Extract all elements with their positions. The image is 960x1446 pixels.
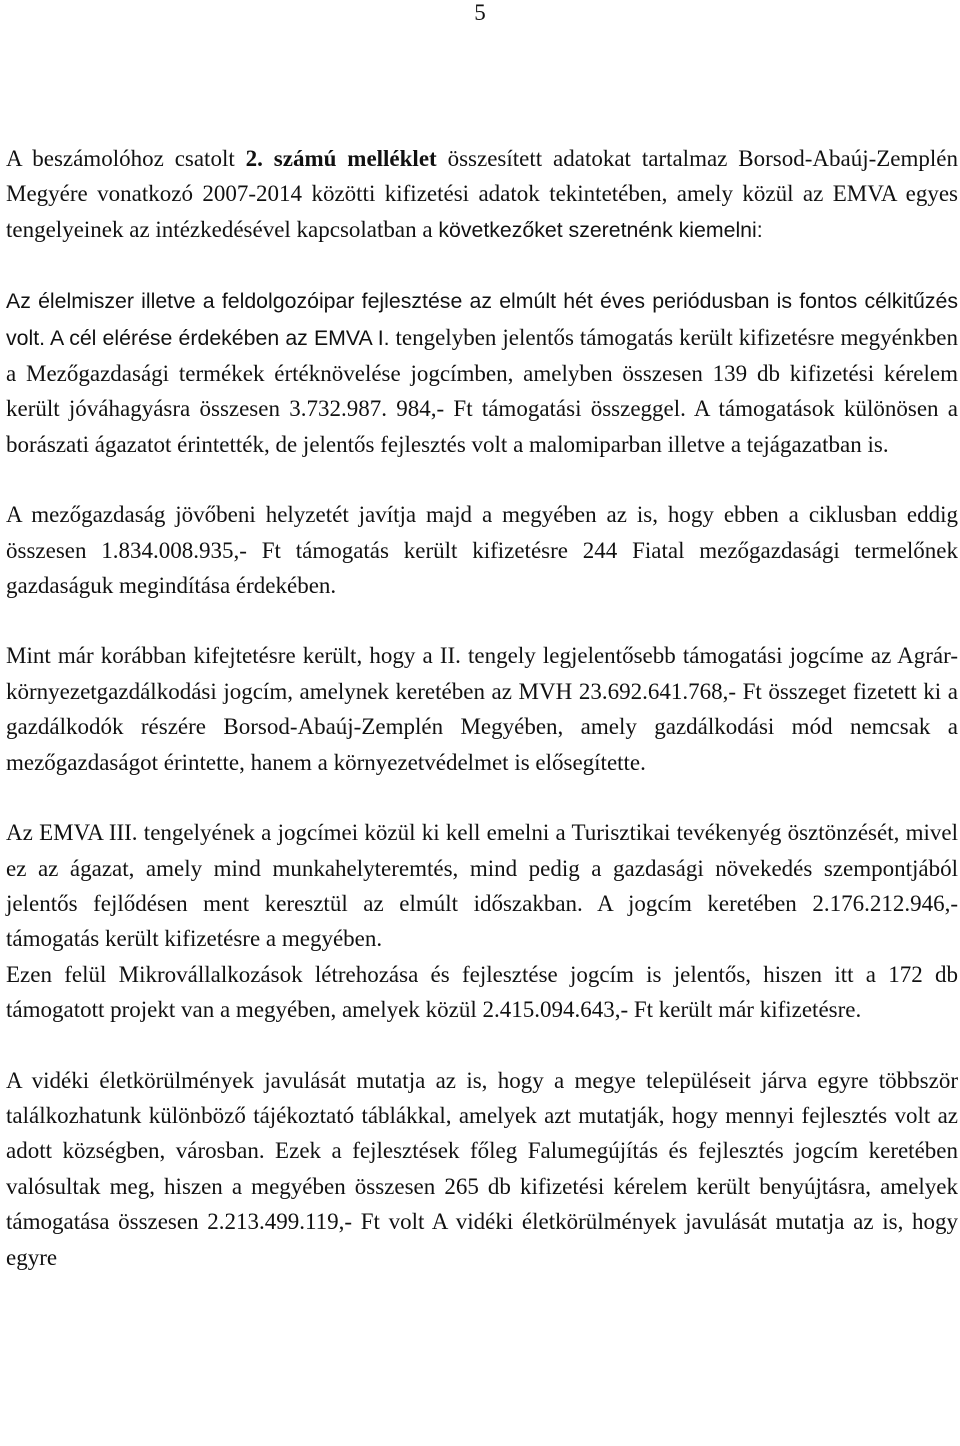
paragraph-axis-three: Az EMVA III. tengelyének a jogcímei közül ki kell emelni a Turisztikai tevékenyég ösztönzését, mivel ez az ágazat, amely mind munkahelyteremtés, mind pedig a gazdasági növekedés szempontjából jelentős fejlődésen ment keresztül az elmúlt időszakban. A jogcím keretében 2.176.212.946,- támogatás került kifizetésre a megyében. [6, 820, 958, 952]
intro-text-start: A beszámolóhoz csatolt [6, 146, 246, 171]
paragraph-young-farmers: A mezőgazdaság jövőbeni helyzetét javítja majd a megyében az is, hogy ebben a ciklusban eddig összesen 1.834.008.935,- Ft támogatás került kifizetésre 244 Fiatal mezőgazdasági termelőnek gazdaságuk megindítása érdekében. [6, 502, 958, 599]
paragraph-axis-two: Mint már korábban kifejtetésre került, hogy a II. tengely legjelentősebb támogatási jogcíme az Agrár-környezetgazdálkodási jogcím, amelynek keretében az MVH 23.692.641.768,- Ft összeget fizetett ki a gazdálkodók részére Borsod-Abaúj-Zemplén Megyében, amely gazdálkodási mód nemcsak a mezőgazdaságot érintette, hanem a környezetvédelmet is elősegítette. [6, 643, 958, 775]
paragraph-intro [6, 141, 958, 248]
paragraph-micro-enterprises: Ezen felül Mikrovállalkozások létrehozása és fejlesztése jogcím is jelentős, hiszen itt a 172 db támogatott projekt van a megyében, amelyek közül 2.415.094.643,- Ft került már kifizetésre. [6, 961, 958, 1023]
paragraph-food-industry [6, 283, 958, 462]
food-industry-sans-text: Az élelmiszer illetve a feldolgozóipar fejlesztése az elmúlt hét éves periódusban is fontos célkitűzés volt. A cél elérése érdekében az EMVA I. [6, 289, 958, 350]
paragraph-village-renewal: A vidéki életkörülmények javulását mutatja az is, hogy a megye településeit járva egyre többször találkozhatunk különböző tájékoztató táblákkal, amelyek azt mutatják, hogy mennyi fejlesztés volt az adott községben, városban. Ezek a fejlesztések főleg Falumegújítás és fejlesztés jogcím keretében valósultak meg, hiszen a megyében összesen 265 db kifizetési kérelem került benyújtásra, amelyek támogatása összesen 2.213.499.119,- Ft volt A vidéki életkörülmények javulását mutatja az is, hogy egyre [6, 1067, 958, 1270]
document-body [6, 141, 958, 1275]
intro-text-tail: következőket szeretnénk kiemelni: [438, 217, 763, 242]
annex-reference: 2. számú melléklet [245, 146, 437, 171]
page-number: 5 [474, 0, 486, 25]
food-industry-text: tengelyben jelentős támogatás került kifizetésre megyénkben a Mezőgazdasági termékek értéknövelése jogcímben, amelyben összesen 139 db kifizetési kérelem került jóváhagyásra összesen 3.732.987. 984,- Ft támogatási összeggel. A támogatások különösen a borászati ágazatot érintették, de jelentős fejlesztés volt a malomiparban illetve a tejágazatban is. [6, 324, 958, 457]
intro-text-rest: összesített adatokat tartalmaz Borsod-Abaúj-Zemplén Megyére vonatkozó 2007-2014 közötti kifizetési adatok tekintetében, amely közül az EMVA egyes tengelyeinek az intézkedésével kapcsolatban a [6, 146, 959, 242]
